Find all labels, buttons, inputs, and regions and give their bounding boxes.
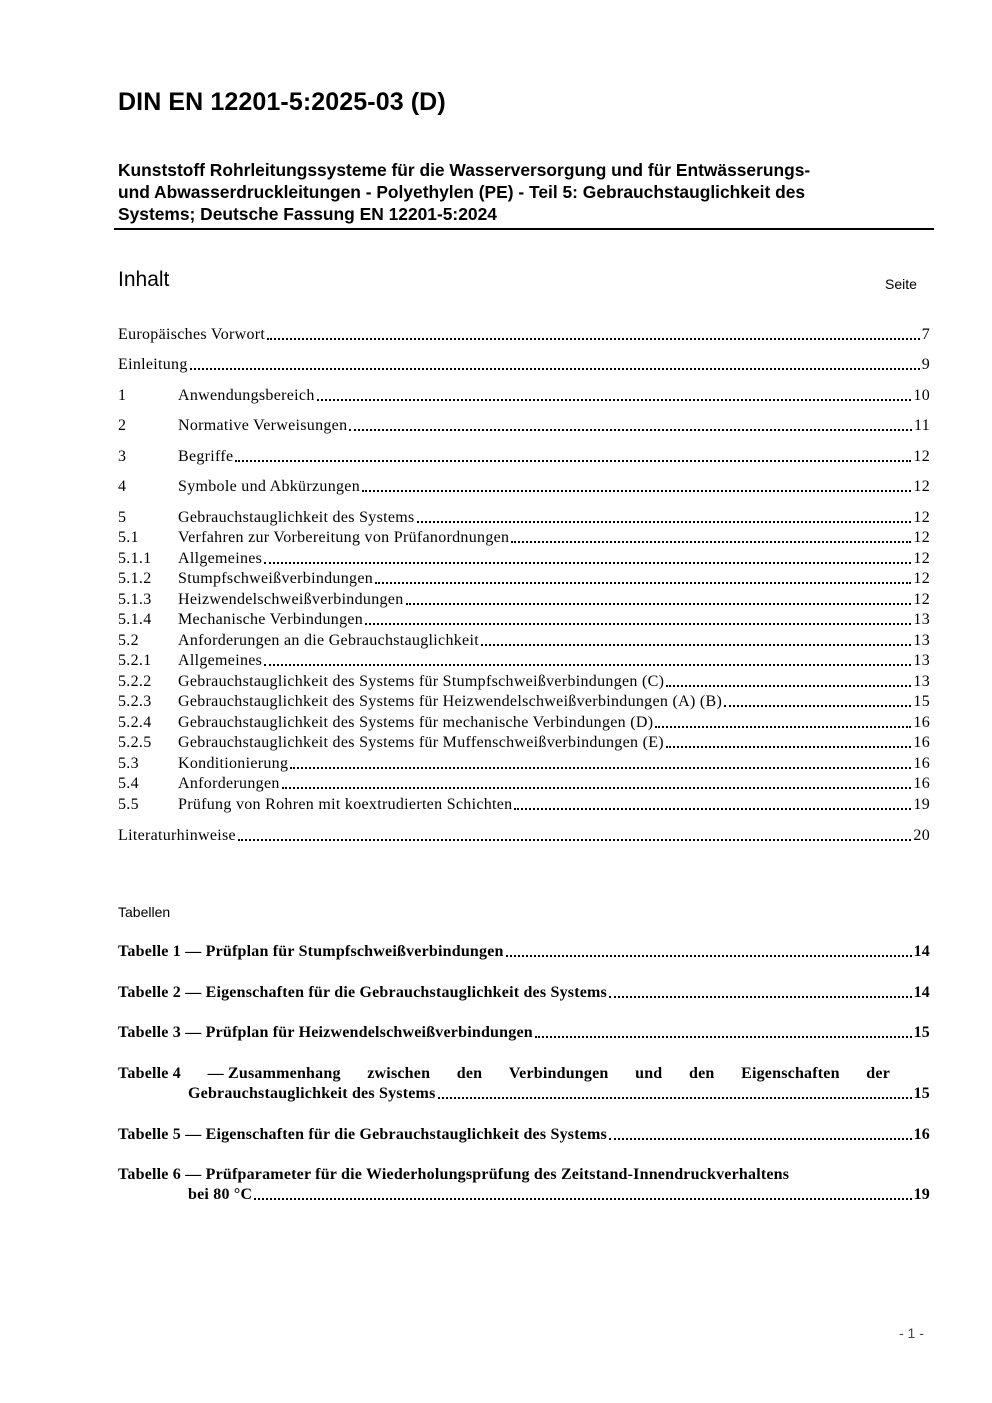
toc-entry-page: 13 xyxy=(913,673,930,690)
toc-entry-page: 12 xyxy=(913,591,930,608)
table-entry-first-line: Tabelle 6 — Prüfparameter für die Wiederholungsprüfung des Zeitstand-Innendruckverhaltens xyxy=(118,1166,790,1183)
dot-leader xyxy=(282,787,912,789)
toc-entry-label: Gebrauchstauglichkeit des Systems für Heizwendelschweißverbindungen (A) (B) xyxy=(178,693,723,710)
subtitle-line: und Abwasserdruckleitungen - Polyethylen (PE) - Teil 5: Gebrauchstauglichkeit des xyxy=(118,182,806,202)
toc-entry-page: 16 xyxy=(913,775,930,792)
subtitle-line: Systems; Deutsche Fassung EN 12201-5:2024 xyxy=(118,204,497,224)
toc-entry-page: 13 xyxy=(913,632,930,649)
table-entry-2[interactable] xyxy=(118,983,930,1003)
table-entry-continuation: Gebrauchstauglichkeit des Systems xyxy=(188,1085,436,1102)
dot-leader xyxy=(349,429,912,431)
table-entry-label: Tabelle 1 — Prüfplan für Stumpfschweißverbindungen xyxy=(118,943,504,960)
toc-entry-page: 9 xyxy=(921,356,930,373)
toc-entry-number: 5.2.4 xyxy=(118,714,152,731)
toc-entry-vorwort[interactable] xyxy=(118,325,930,345)
toc-entry-1[interactable] xyxy=(118,386,930,406)
table-entry-continuation: bei 80 °C xyxy=(188,1186,253,1203)
word: Tabelle 4 xyxy=(118,1065,181,1082)
dot-leader xyxy=(666,746,911,748)
dot-leader xyxy=(264,664,911,666)
toc-entry-number: 5.2.1 xyxy=(118,652,152,669)
toc-entry-number: 5.1.4 xyxy=(118,611,152,628)
toc-entry-label: Allgemeines xyxy=(178,550,263,567)
table-entry-label: Tabelle 3 — Prüfplan für Heizwendelschweißverbindungen xyxy=(118,1024,533,1041)
toc-entry-label: Normative Verweisungen xyxy=(178,417,348,434)
toc-entry-page: 13 xyxy=(913,652,930,669)
toc-entry-label: Verfahren zur Vorbereitung von Prüfanordnungen xyxy=(178,529,510,546)
toc-entry-page: 10 xyxy=(913,387,930,404)
dot-leader xyxy=(655,726,911,728)
toc-entry-number: 5.5 xyxy=(118,796,139,813)
document-subtitle xyxy=(118,159,918,225)
toc-entry-5-2-1[interactable] xyxy=(118,651,930,671)
toc-entry-page: 12 xyxy=(913,448,930,465)
table-entry-page: 15 xyxy=(913,1085,930,1102)
toc-entry-number: 3 xyxy=(118,448,127,465)
dot-leader xyxy=(290,767,911,769)
toc-entry-number: 5.1.2 xyxy=(118,570,152,587)
word: den xyxy=(689,1065,715,1082)
word: und xyxy=(635,1065,663,1082)
toc-entry-5-1-4[interactable] xyxy=(118,610,930,630)
toc-entry-number: 1 xyxy=(118,387,127,404)
title-divider xyxy=(114,228,934,230)
table-entry-page: 19 xyxy=(913,1186,930,1203)
table-entry-5[interactable] xyxy=(118,1125,930,1145)
toc-entry-page: 15 xyxy=(913,693,930,710)
toc-entry-label: Gebrauchstauglichkeit des Systems für mechanische Verbindungen (D) xyxy=(178,714,654,731)
toc-entry-number: 5.4 xyxy=(118,775,139,792)
toc-entry-page: 12 xyxy=(913,478,930,495)
toc-entry-5-1-2[interactable] xyxy=(118,569,930,589)
toc-entry-number: 5.1 xyxy=(118,529,139,546)
toc-entry-page: 19 xyxy=(913,796,930,813)
table-entry-1[interactable] xyxy=(118,942,930,962)
dot-leader xyxy=(254,1198,911,1200)
toc-entry-label: Stumpfschweißverbindungen xyxy=(178,570,374,587)
toc-entry-label: Anforderungen an die Gebrauchstauglichkeit xyxy=(178,632,479,649)
toc-entry-number: 5.3 xyxy=(118,755,139,772)
toc-entry-5-2-4[interactable] xyxy=(118,713,930,733)
dot-leader xyxy=(264,562,911,564)
toc-entry-5-5[interactable] xyxy=(118,795,930,815)
table-entry-page: 14 xyxy=(913,984,930,1001)
toc-entry-5-1-1[interactable] xyxy=(118,549,930,569)
toc-entry-page: 12 xyxy=(913,550,930,567)
dot-leader xyxy=(238,839,911,841)
toc-entry-number: 5.2.2 xyxy=(118,673,152,690)
dot-leader xyxy=(406,603,912,605)
toc-entry-label: Europäisches Vorwort xyxy=(118,326,266,343)
toc-entry-5-2-2[interactable] xyxy=(118,672,930,692)
toc-entry-page: 7 xyxy=(921,326,930,343)
toc-heading: Inhalt xyxy=(118,268,170,291)
toc-entry-label: Gebrauchstauglichkeit des Systems xyxy=(178,509,415,526)
word: — Zusammenhang xyxy=(207,1065,341,1082)
table-entry-page: 16 xyxy=(913,1126,930,1143)
toc-entry-5-4[interactable] xyxy=(118,774,930,794)
dot-leader xyxy=(267,338,920,340)
toc-entry-page: 12 xyxy=(913,570,930,587)
toc-entry-5-2-3[interactable] xyxy=(118,692,930,712)
table-entry-label: Tabelle 2 — Eigenschaften für die Gebrauchstauglichkeit des Systems xyxy=(118,984,607,1001)
toc-entry-label: Literaturhinweise xyxy=(118,827,236,844)
dot-leader xyxy=(511,541,911,543)
toc-entry-page: 13 xyxy=(913,611,930,628)
toc-entry-page: 12 xyxy=(913,509,930,526)
toc-entry-5-2[interactable] xyxy=(118,631,930,651)
dot-leader xyxy=(506,955,912,957)
toc-entry-label: Anforderungen xyxy=(178,775,280,792)
toc-entry-label: Prüfung von Rohren mit koextrudierten Schichten xyxy=(178,796,513,813)
toc-entry-page: 16 xyxy=(913,755,930,772)
toc-entry-5[interactable] xyxy=(118,508,930,528)
toc-entry-5-1-3[interactable] xyxy=(118,590,930,610)
dot-leader xyxy=(362,490,911,492)
toc-entry-5-1[interactable] xyxy=(118,528,930,548)
dot-leader xyxy=(609,1138,912,1140)
toc-entry-4[interactable] xyxy=(118,477,930,497)
table-entry-3[interactable] xyxy=(118,1023,930,1043)
toc-entry-label: Gebrauchstauglichkeit des Systems für Muffenschweißverbindungen (E) xyxy=(178,734,664,751)
toc-entry-label: Einleitung xyxy=(118,356,188,373)
dot-leader xyxy=(514,808,911,810)
toc-entry-label: Begriffe xyxy=(178,448,234,465)
toc-entry-label: Anwendungsbereich xyxy=(178,387,315,404)
tables-heading: Tabellen xyxy=(118,904,171,920)
dot-leader xyxy=(417,521,912,523)
table-entry-page: 14 xyxy=(913,943,930,960)
toc-entry-number: 2 xyxy=(118,417,127,434)
toc-entry-page: 16 xyxy=(913,734,930,751)
toc-entry-label: Gebrauchstauglichkeit des Systems für Stumpfschweißverbindungen (C) xyxy=(178,673,665,690)
page-column-label: Seite xyxy=(885,276,917,292)
toc-entry-page: 16 xyxy=(913,714,930,731)
toc-entry-page: 11 xyxy=(913,417,930,434)
toc-entry-number: 5.2.3 xyxy=(118,693,152,710)
table-entry-first-line xyxy=(118,1064,890,1084)
dot-leader xyxy=(609,996,912,998)
toc-entry-number: 5.1.3 xyxy=(118,591,152,608)
subtitle-line: Kunststoff Rohrleitungssysteme für die Wasserversorgung und für Entwässerungs- xyxy=(118,160,811,180)
dot-leader xyxy=(535,1036,912,1038)
toc-entry-label: Allgemeines xyxy=(178,652,263,669)
toc-entry-label: Symbole und Abkürzungen xyxy=(178,478,360,495)
dot-leader xyxy=(375,582,911,584)
toc-entry-number: 5.2.5 xyxy=(118,734,152,751)
dot-leader xyxy=(666,685,911,687)
toc-entry-3[interactable] xyxy=(118,447,930,467)
table-entry-4[interactable] xyxy=(118,1064,930,1104)
page-number: - 1 - xyxy=(899,1325,924,1341)
toc-entry-literatur[interactable] xyxy=(118,826,930,846)
word: Verbindungen xyxy=(508,1065,609,1082)
dot-leader xyxy=(317,399,912,401)
toc-entry-page: 12 xyxy=(913,529,930,546)
toc-entry-5-2-5[interactable] xyxy=(118,733,930,753)
toc-entry-page: 20 xyxy=(913,827,930,844)
document-id: DIN EN 12201-5:2025-03 (D) xyxy=(118,88,446,116)
toc-entry-label: Mechanische Verbindungen xyxy=(178,611,364,628)
toc-entry-einleitung[interactable] xyxy=(118,355,930,375)
toc-entry-number: 5.1.1 xyxy=(118,550,152,567)
dot-leader xyxy=(365,623,911,625)
toc-entry-label: Heizwendelschweißverbindungen xyxy=(178,591,404,608)
table-entry-6[interactable] xyxy=(118,1165,930,1205)
toc-entry-label: Konditionierung xyxy=(178,755,289,772)
table-entry-label: Tabelle 5 — Eigenschaften für die Gebrauchstauglichkeit des Systems xyxy=(118,1126,607,1143)
dot-leader xyxy=(481,644,911,646)
word: den xyxy=(456,1065,483,1082)
dot-leader xyxy=(438,1097,912,1099)
toc-entry-number: 5.2 xyxy=(118,632,139,649)
table-entry-page: 15 xyxy=(913,1024,930,1041)
word: Eigenschaften xyxy=(741,1065,840,1082)
toc-entry-number: 4 xyxy=(118,478,127,495)
word: zwischen xyxy=(367,1065,431,1082)
dot-leader xyxy=(235,460,911,462)
dot-leader xyxy=(190,368,920,370)
toc-entry-number: 5 xyxy=(118,509,127,526)
dot-leader xyxy=(724,705,911,707)
toc-entry-5-3[interactable] xyxy=(118,754,930,774)
word: der xyxy=(866,1065,890,1082)
toc-entry-2[interactable] xyxy=(118,416,930,436)
